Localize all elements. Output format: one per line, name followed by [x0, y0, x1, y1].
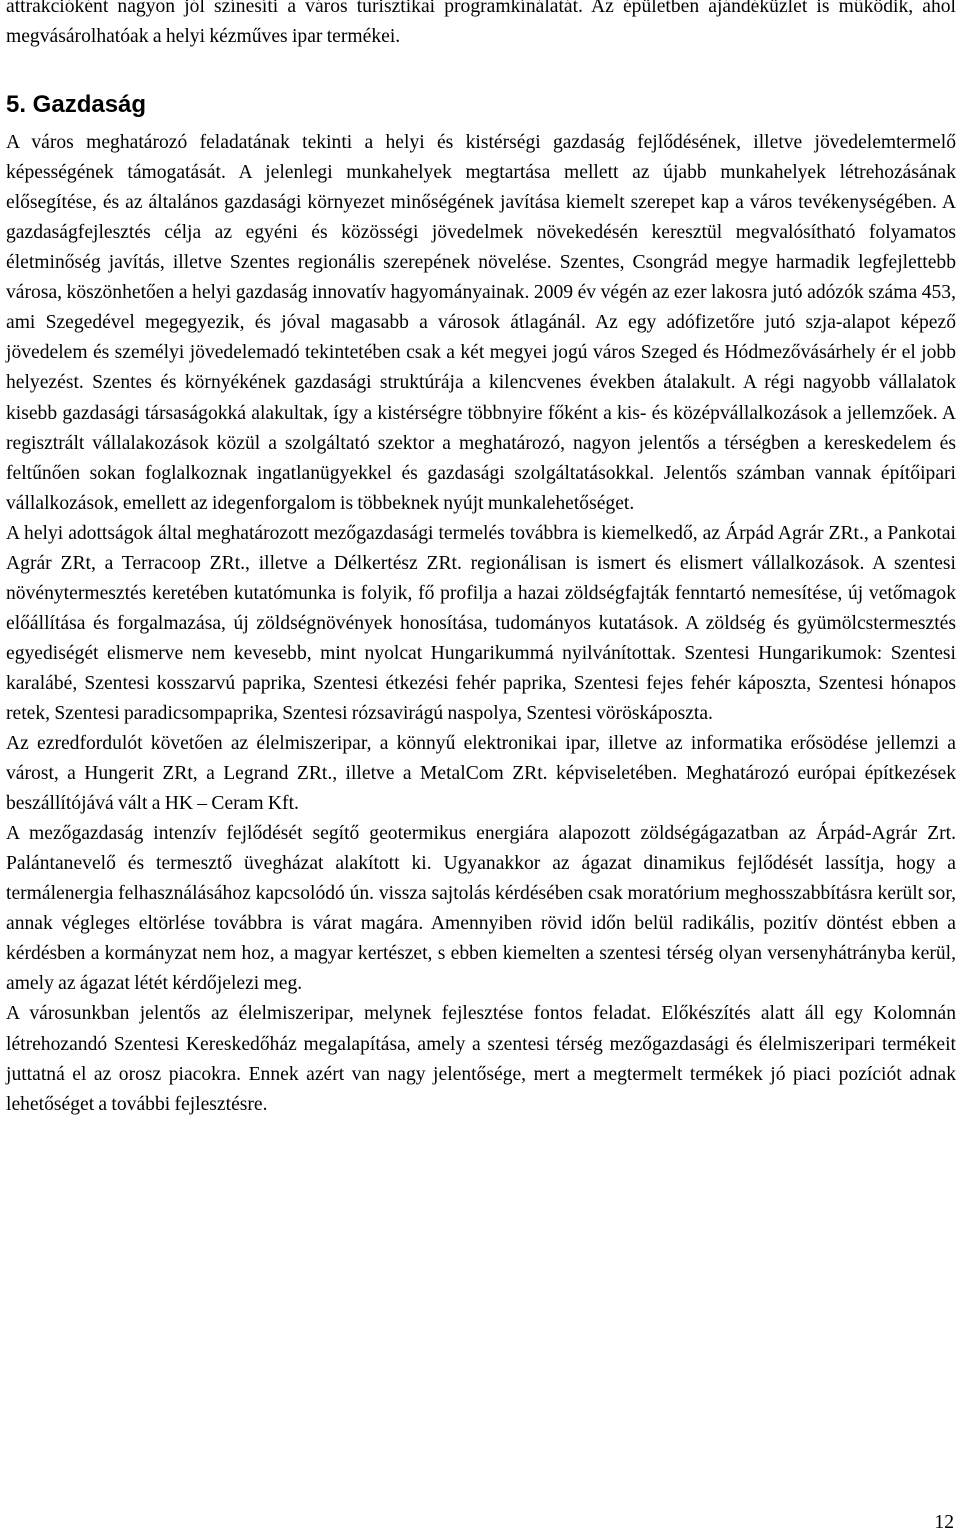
page-number: 12	[934, 1512, 954, 1533]
document-page	[6, 0, 956, 1120]
paragraph-industry: Az ezredfordulót követően az élelmiszeripar, a könnyű elektronikai ipar, illetve az informatika erősödése jellemzi a várost, a Hungerit ZRt, a Legrand ZRt., illetve a MetalCom ZRt. képviseletében. Meghatározó európai építkezések beszállítójává vált a HK – Ceram Kft.	[6, 733, 956, 815]
paragraph-geothermal: A mezőgazdaság intenzív fejlődését segítő geotermikus energiára alapozott zöldségágazatban az Árpád-Agrár Zrt. Palántanevelő és termesztő üvegházat alakított ki. Ugyanakkor az ágazat dinamikus fejlődését lassítja, hogy a termálenergia felhasználásához kapcsolódó ún. vissza sajtolás kérdésében csak moratórium meghosszabbításra került sor, annak végleges eltörlése továbbra is várat magára. Amennyiben rövid időn belül radikális, pozitív döntést ebben a kérdésben a kormányzat nem hoz, a magyar kertészet, s ebben kiemelten a szentesi térség olyan versenyhátrányba kerül, amely az ágazat létét kérdőjelezi meg.	[6, 823, 956, 995]
paragraph-economy-overview: A város meghatározó feladatának tekinti a helyi és kistérségi gazdaság fejlődésének, illetve jövedelemtermelő képességének támogatását. A jelenlegi munkahelyek megtartása mellett az újabb munkahelyek létrehozásának elősegítése, és az általános gazdasági környezet minőségének javítása kiemelt szerepet kap a város tevékenységében. A gazdaságfejlesztés célja az egyéni és közösségi jövedelmek növekedésén keresztül megvalósítható folyamatos életminőség javítás, illetve Szentes regionális szerepének növelése. Szentes, Csongrád megye harmadik legfejlettebb városa, köszönhetően a helyi gazdaság innovatív hagyományainak. 2009 év végén az ezer lakosra jutó adózók száma 453, ami Szegedével megegyezik, és jóval magasabb a városok átlagánál. Az egy adófizetőre jutó szja-alapot képező jövedelem és személyi jövedelemadó tekintetében csak a két megyei jogú város Szeged és Hódmezővásárhely ér el jobb helyezést. Szentes és környékének gazdasági struktúrája a kilencvenes években átalakult. A régi nagyobb vállalatok kisebb gazdasági társaságokká alakultak, így a kistérségre többnyire főként a kis- és középvállalkozások a jellemzőek. A regisztrált vállalakozások közül a szolgáltató szektor a meghatározó, nagyon jelentős a térségben a kereskedelem és feltűnően sokan foglalkoznak ingatlanügyekkel és gazdasági szolgáltatásokkal. Jelentős számban vannak építőipari vállalkozások, emellett az idegenforgalom is többeknek nyújt munkalehetőséget.	[6, 132, 956, 514]
paragraph-agriculture: A helyi adottságok által meghatározott mezőgazdasági termelés továbbra is kiemelkedő, az Árpád Agrár ZRt., a Pankotai Agrár ZRt, a Terracoop ZRt., illetve a Délkertész ZRt. regionálisan is ismert és elismert vállalkozások. A szentesi növénytermesztés keretében kutatómunka is folyik, fő profilja a hazai zöldségfajták fenntartó nemesítése, új vetőmagok előállítása és forgalmazása, új zöldségnövények honosítása, tudományos kutatások. A zöldség és gyümölcstermesztés egyediségét elismerve nem kevesebb, mint nyolcat Hungarikummá nyilvánítottak. Szentesi Hungarikumok: Szentesi karalábé, Szentesi kosszarvú paprika, Szentesi étkezési fehér paprika, Szentesi fejes fehér káposzta, Szentesi hónapos retek, Szentesi paradicsompaprika, Szentesi rózsavirágú naspolya, Szentesi vöröskáposzta.	[6, 522, 956, 724]
section-heading: 5. Gazdaság	[6, 91, 147, 119]
paragraph-food-industry: A városunkban jelentős az élelmiszeripar, melynek fejlesztése fontos feladat. Előkészítés alatt áll egy Kolomnán létrehozandó Szentesi Kereskedőház megalapítása, amely a szentesi térség mezőgazdasági és élelmiszeripari termékeit juttatná el az orosz piacokra. Ennek azért van nagy jelentősége, mert a megtermelt termékek jó piaci pozíciót adnak lehetőséget a további fejlesztésre.	[6, 1003, 956, 1115]
intro-paragraph: attrakcióként nagyon jól színesíti a város turisztikai programkínálatát. Az épületben ajándéküzlet is működik, ahol megvásárolhatóak a helyi kézműves ipar termékei.	[6, 0, 956, 48]
